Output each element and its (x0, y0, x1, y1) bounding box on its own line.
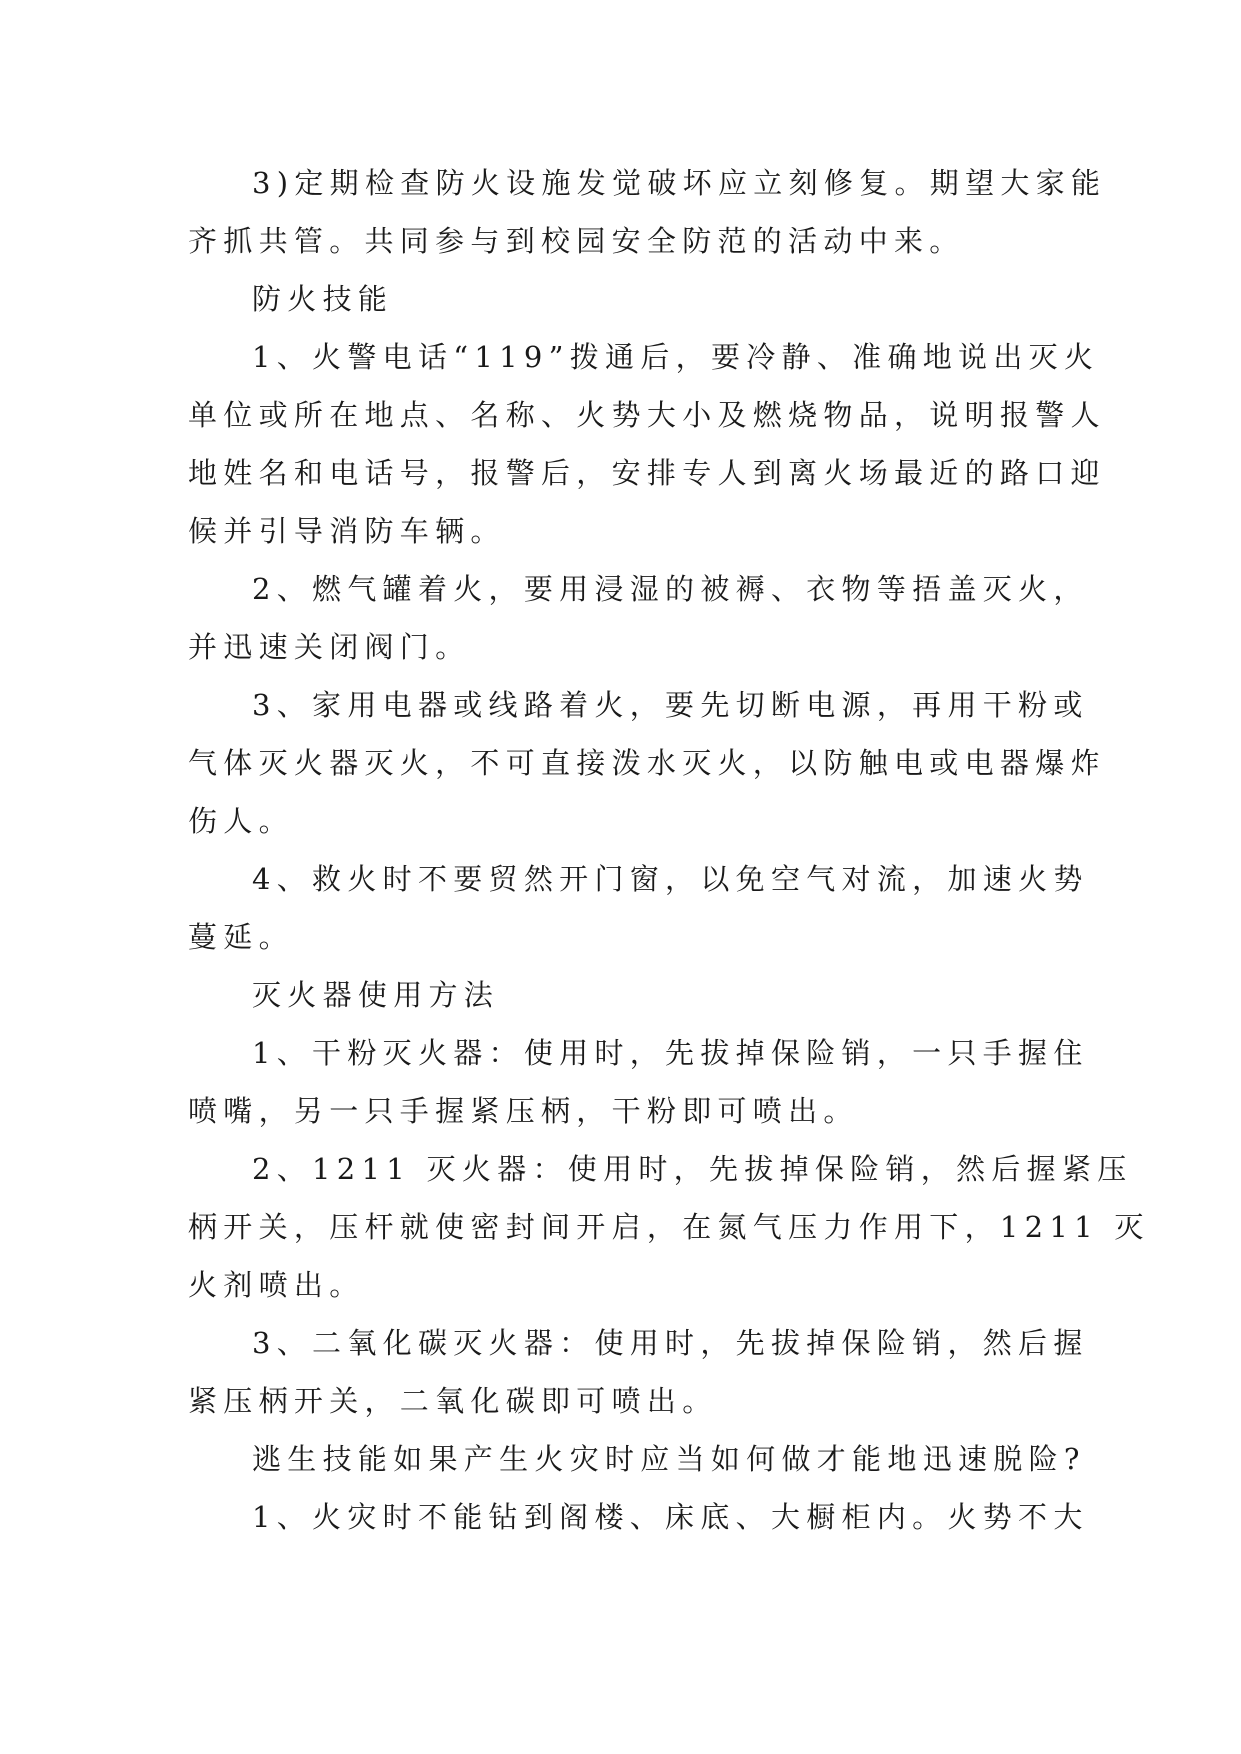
paragraph-line: 蔓延。 (188, 920, 294, 954)
paragraph-line: 紧压柄开关，二氧化碳即可喷出。 (188, 1384, 718, 1418)
paragraph-line: 1、火灾时不能钻到阁楼、床底、大橱柜内。火势不大 (252, 1500, 1089, 1534)
paragraph-line: 1、火警电话“119”拨通后，要冷静、准确地说出灭火 (252, 340, 1100, 374)
paragraph-line: 2、燃气罐着火，要用浸湿的被褥、衣物等捂盖灭火， (252, 572, 1089, 606)
section-heading: 灭火器使用方法 (252, 978, 500, 1012)
paragraph-line: 火剂喷出。 (188, 1268, 365, 1302)
paragraph-line: 柄开关，压杆就使密封间开启，在氮气压力作用下，1211 灭 (188, 1210, 1150, 1244)
paragraph-line: 地姓名和电话号，报警后，安排专人到离火场最近的路口迎 (188, 456, 1106, 490)
paragraph-line: 3、家用电器或线路着火，要先切断电源，再用干粉或 (252, 688, 1089, 722)
paragraph-line: 3)定期检查防火设施发觉破坏应立刻修复。期望大家能 (252, 166, 1107, 200)
paragraph-line: 单位或所在地点、名称、火势大小及燃烧物品，说明报警人 (188, 398, 1106, 432)
paragraph-line: 气体灭火器灭火，不可直接泼水灭火，以防触电或电器爆炸 (188, 746, 1106, 780)
section-heading: 防火技能 (252, 282, 394, 316)
paragraph-line: 喷嘴，另一只手握紧压柄，干粉即可喷出。 (188, 1094, 859, 1128)
paragraph-line: 齐抓共管。共同参与到校园安全防范的活动中来。 (188, 224, 965, 258)
paragraph-line: 4、救火时不要贸然开门窗，以免空气对流，加速火势 (252, 862, 1089, 896)
paragraph-line: 1、干粉灭火器：使用时，先拔掉保险销，一只手握住 (252, 1036, 1089, 1070)
paragraph-line: 伤人。 (188, 804, 294, 838)
paragraph-line: 候并引导消防车辆。 (188, 514, 506, 548)
paragraph-line: 逃生技能如果产生火灾时应当如何做才能地迅速脱险? (252, 1442, 1086, 1476)
paragraph-line: 3、二氧化碳灭火器：使用时，先拔掉保险销，然后握 (252, 1326, 1089, 1360)
paragraph-line: 并迅速关闭阀门。 (188, 630, 471, 664)
paragraph-line: 2、1211 灭火器：使用时，先拔掉保险销，然后握紧压 (252, 1152, 1133, 1186)
